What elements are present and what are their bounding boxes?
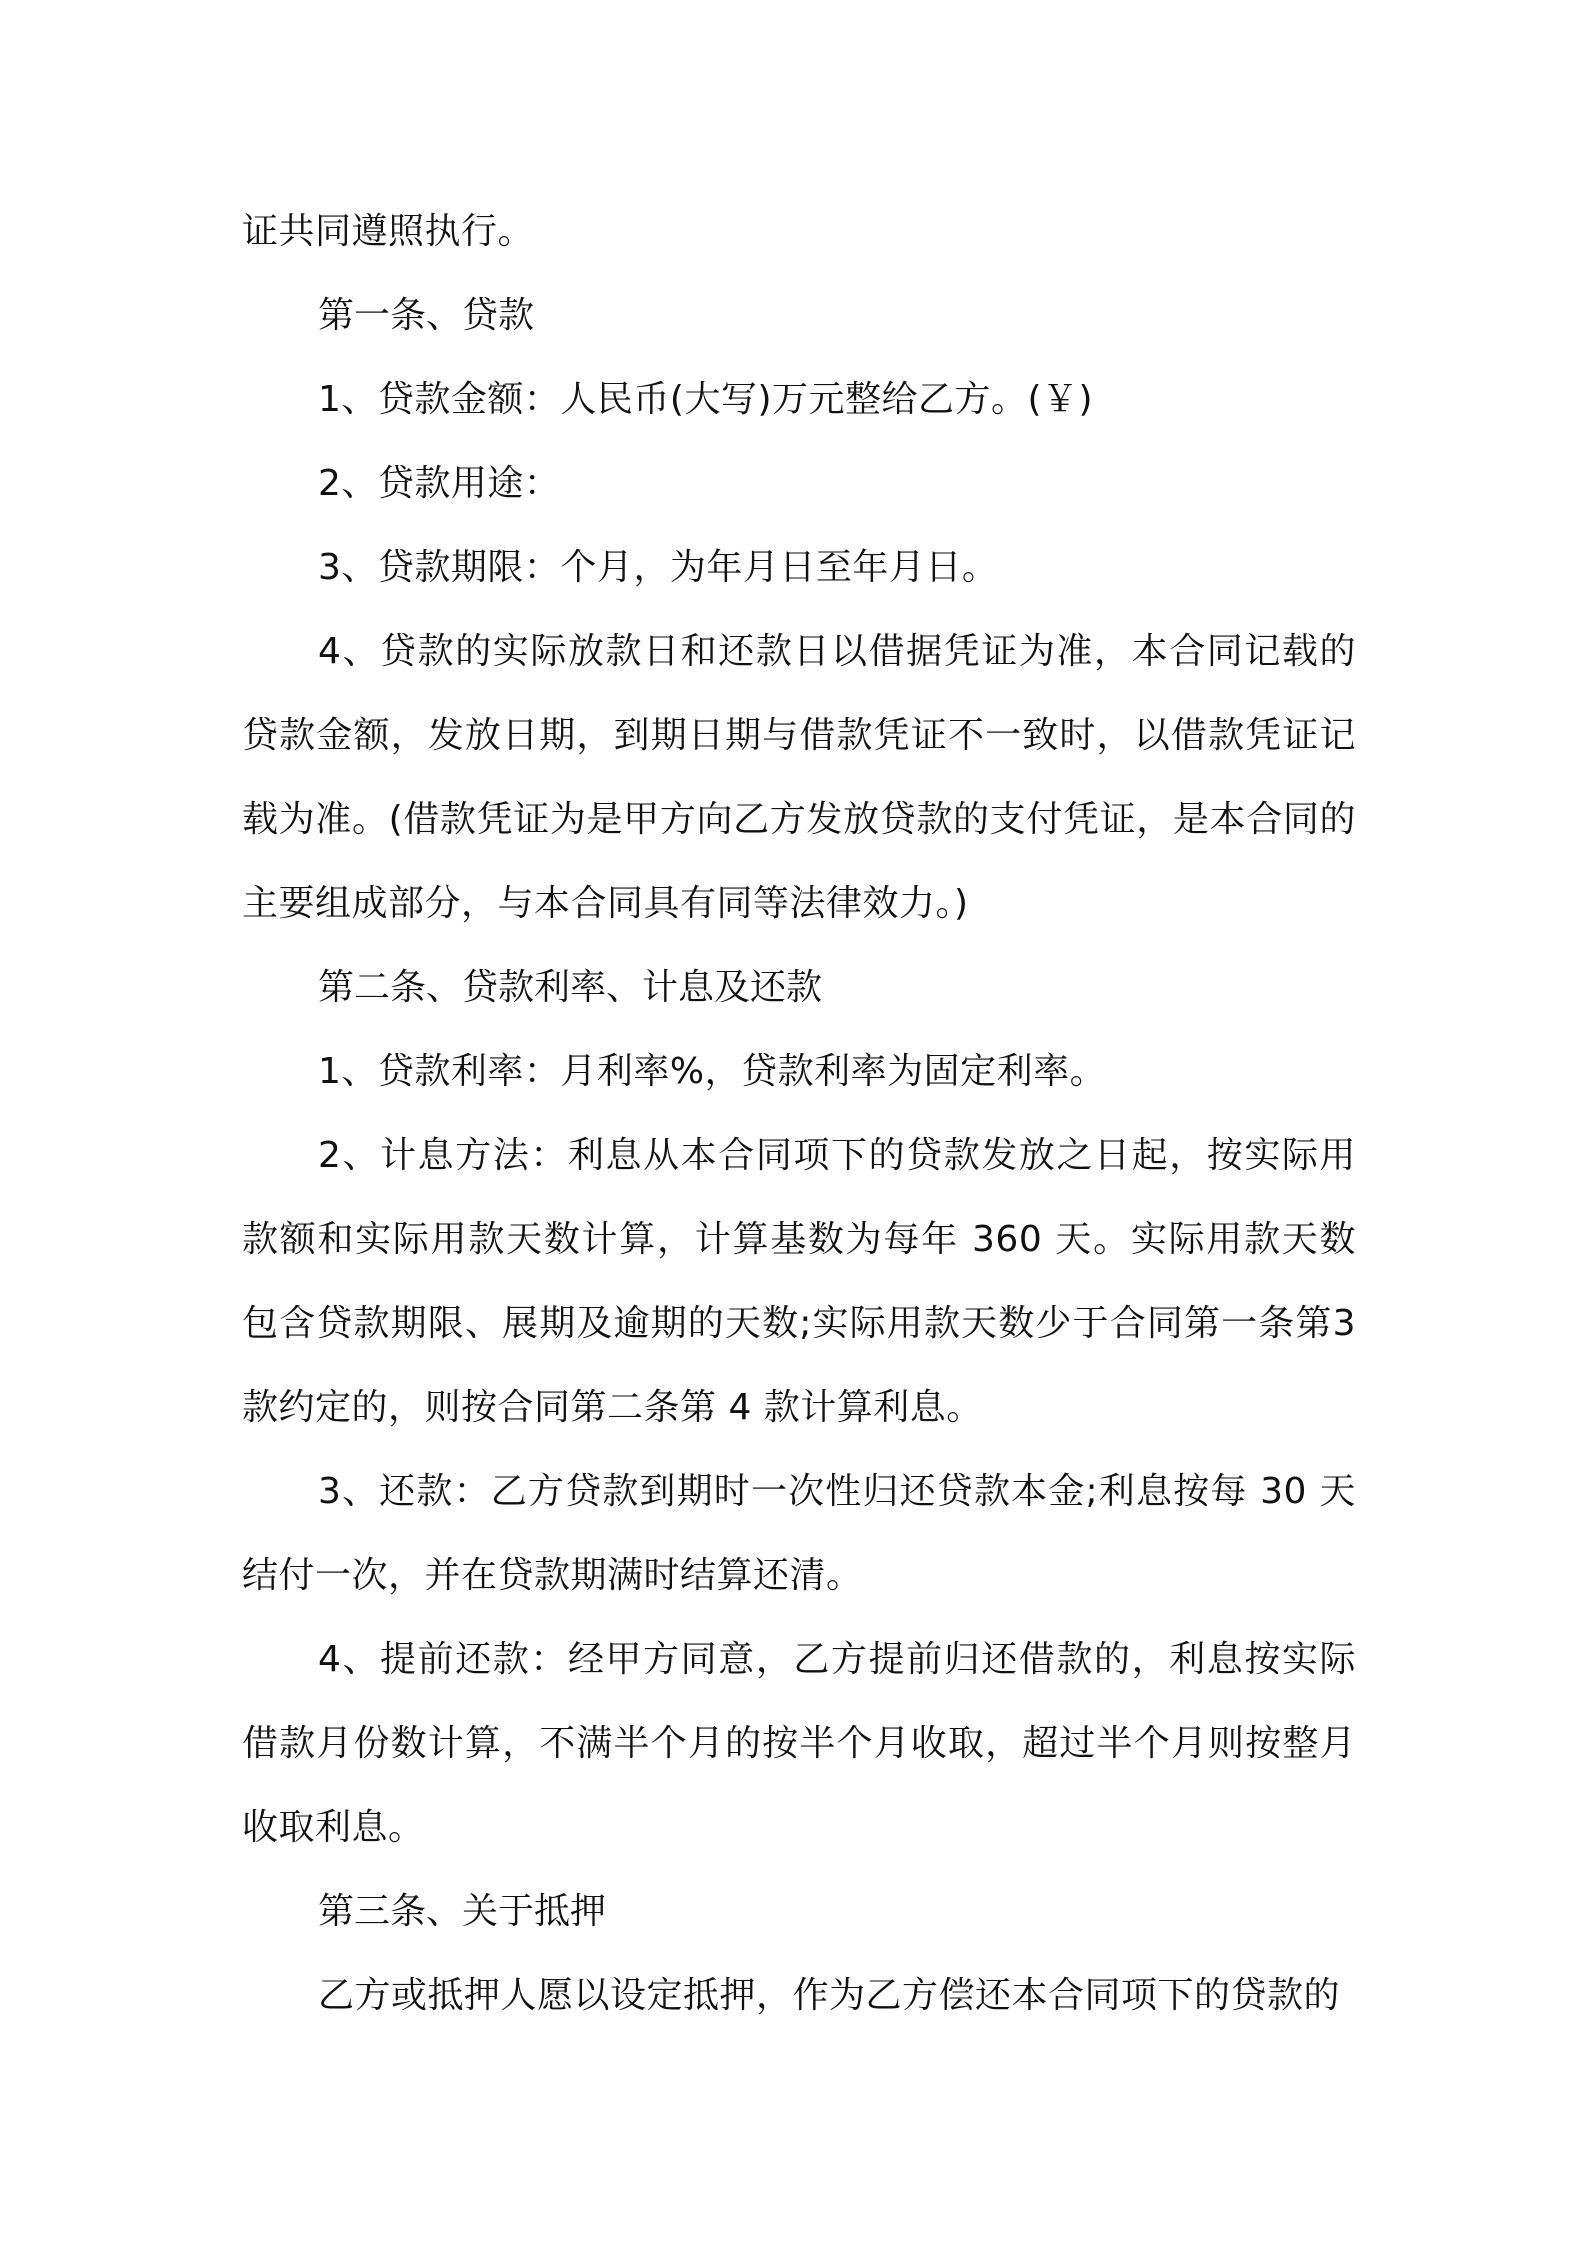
clause-interest-rate: 1、贷款利率：月利率%，贷款利率为固定利率。: [318, 1051, 1107, 1092]
clause-loan-dates: 4、贷款的实际放款日和还款日以借据凭证为准，本合同记载的贷款金额，发放日期，到期日期与借款凭证不一致时，以借款凭证记载为准。(借款凭证为是甲方向乙方发放贷款的支付凭证，是本合同的主要组成部分，与本合同具有同等法律效力。): [242, 631, 1356, 924]
document-body: [242, 190, 1356, 2038]
clause-mortgage: 乙方或抵押人愿以设定抵押，作为乙方偿还本合同项下的贷款的: [318, 1975, 1341, 2016]
paragraph-continuation: 证共同遵照执行。: [242, 211, 535, 252]
section-heading-article-2: 第二条、贷款利率、计息及还款: [318, 967, 823, 1008]
clause-repayment: 3、还款：乙方贷款到期时一次性归还贷款本金;利息按每 30 天结付一次，并在贷款期满时结算还清。: [242, 1471, 1356, 1596]
clause-interest-method: 2、计息方法：利息从本合同项下的贷款发放之日起，按实际用款额和实际用款天数计算，计算基数为每年 360 天。实际用款天数包含贷款期限、展期及逾期的天数;实际用款天数少于合同第一条第3款约定的，则按合同第二条第 4 款计算利息。: [242, 1135, 1356, 1428]
section-heading-article-1: 第一条、贷款: [318, 295, 535, 336]
clause-loan-term: 3、贷款期限：个月，为年月日至年月日。: [318, 547, 999, 588]
clause-loan-amount: 1、贷款金额：人民币(大写)万元整给乙方。(￥): [318, 379, 1094, 420]
clause-loan-purpose: 2、贷款用途：: [318, 463, 561, 504]
section-heading-article-3: 第三条、关于抵押: [318, 1891, 607, 1932]
clause-early-repayment: 4、提前还款：经甲方同意，乙方提前归还借款的，利息按实际借款月份数计算，不满半个月的按半个月收取，超过半个月则按整月收取利息。: [242, 1639, 1356, 1848]
